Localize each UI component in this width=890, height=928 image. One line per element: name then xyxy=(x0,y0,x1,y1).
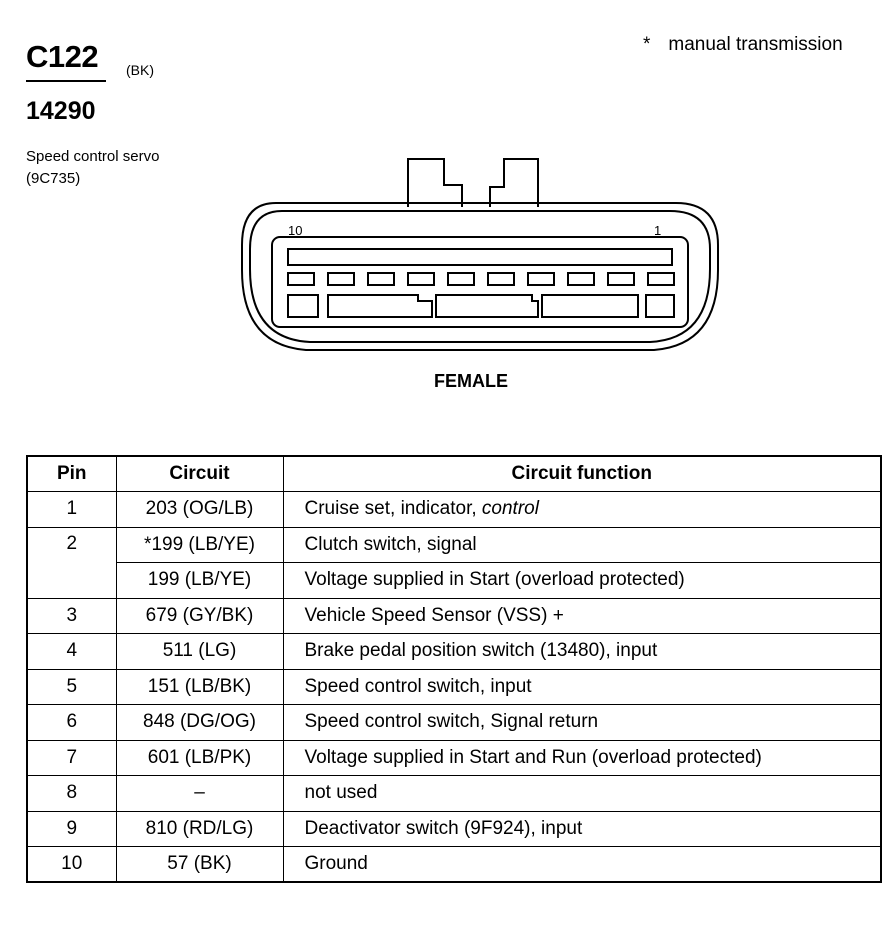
function-cell: Clutch switch, signal xyxy=(283,527,881,563)
function-text-italic: control xyxy=(481,498,539,520)
lower-slot-left xyxy=(288,295,318,317)
pin-cell: 3 xyxy=(27,598,116,634)
pin-label-left: 10 xyxy=(288,223,303,238)
pin-cavity-5 xyxy=(488,273,514,285)
table-row xyxy=(27,776,881,812)
key-slot xyxy=(288,249,672,265)
footnote xyxy=(643,34,843,56)
circuit-cell: 679 (GY/BK) xyxy=(116,598,283,634)
pin-cell: 6 xyxy=(27,705,116,741)
housing-inner xyxy=(250,211,710,342)
footnote-mark: * xyxy=(643,34,651,55)
pin-cell: 10 xyxy=(27,847,116,883)
pin-cell: 4 xyxy=(27,634,116,670)
latch-tab-left xyxy=(408,159,462,207)
function-text: Cruise set, indicator, xyxy=(304,498,482,520)
table-row xyxy=(27,847,881,883)
circuit-cell: – xyxy=(116,776,283,812)
header-circuit: Circuit xyxy=(116,456,283,492)
circuit-cell: 601 (LB/PK) xyxy=(116,740,283,776)
lower-slot-mid-left xyxy=(328,295,432,317)
pin-cell: 9 xyxy=(27,811,116,847)
function-cell xyxy=(283,492,881,528)
table-row xyxy=(27,527,881,563)
connector-id: C122 xyxy=(26,39,99,74)
pin-table xyxy=(26,455,882,883)
table-row xyxy=(27,634,881,670)
circuit-cell: 151 (LB/BK) xyxy=(116,669,283,705)
pin-cavity-6 xyxy=(448,273,474,285)
pin-cavity-10 xyxy=(288,273,314,285)
function-cell: Deactivator switch (9F924), input xyxy=(283,811,881,847)
connector-face-diagram xyxy=(236,155,726,360)
pin-cavity-8 xyxy=(368,273,394,285)
connector-face xyxy=(272,237,688,327)
part-number: 14290 xyxy=(26,97,96,125)
lower-slot-right xyxy=(646,295,674,317)
lower-slot-mid-right xyxy=(542,295,638,317)
function-cell: Voltage supplied in Start (overload protected) xyxy=(283,563,881,599)
table-row xyxy=(27,669,881,705)
table-header-row xyxy=(27,456,881,492)
pin-label-right: 1 xyxy=(654,223,662,238)
pin-cavity-7 xyxy=(408,273,434,285)
pin-cell: 1 xyxy=(27,492,116,528)
pin-cavity-3 xyxy=(568,273,594,285)
table-row xyxy=(27,563,881,599)
connector-id-underline xyxy=(26,80,106,82)
circuit-cell: 511 (LG) xyxy=(116,634,283,670)
function-cell: Speed control switch, input xyxy=(283,669,881,705)
footnote-text: manual transmission xyxy=(668,34,843,55)
table-row xyxy=(27,598,881,634)
component-name: Speed control servo xyxy=(26,148,160,165)
component-code: (9C735) xyxy=(26,170,81,187)
latch-tab-right xyxy=(490,159,538,207)
table-row xyxy=(27,492,881,528)
circuit-cell: 57 (BK) xyxy=(116,847,283,883)
function-cell: Ground xyxy=(283,847,881,883)
pin-cell: 7 xyxy=(27,740,116,776)
lower-slot-center xyxy=(436,295,538,317)
table-row xyxy=(27,705,881,741)
header-circuit-function: Circuit function xyxy=(283,456,881,492)
function-cell: Voltage supplied in Start and Run (overload protected) xyxy=(283,740,881,776)
circuit-cell: 848 (DG/OG) xyxy=(116,705,283,741)
pin-cell: 2 xyxy=(27,527,116,598)
circuit-cell: 810 (RD/LG) xyxy=(116,811,283,847)
function-cell: not used xyxy=(283,776,881,812)
connector-color: (BK) xyxy=(126,62,154,78)
circuit-cell: 199 (LB/YE) xyxy=(116,563,283,599)
circuit-cell: *199 (LB/YE) xyxy=(116,527,283,563)
pin-cavity-2 xyxy=(608,273,634,285)
function-cell: Speed control switch, Signal return xyxy=(283,705,881,741)
pin-cavity-1 xyxy=(648,273,674,285)
pin-cavity-4 xyxy=(528,273,554,285)
header-pin: Pin xyxy=(27,456,116,492)
circuit-cell: 203 (OG/LB) xyxy=(116,492,283,528)
table-row xyxy=(27,740,881,776)
table-row xyxy=(27,811,881,847)
pin-cavity-9 xyxy=(328,273,354,285)
connector-gender-label: FEMALE xyxy=(434,371,508,391)
pin-cell: 5 xyxy=(27,669,116,705)
function-cell: Vehicle Speed Sensor (VSS) + xyxy=(283,598,881,634)
function-cell: Brake pedal position switch (13480), input xyxy=(283,634,881,670)
pin-cell: 8 xyxy=(27,776,116,812)
